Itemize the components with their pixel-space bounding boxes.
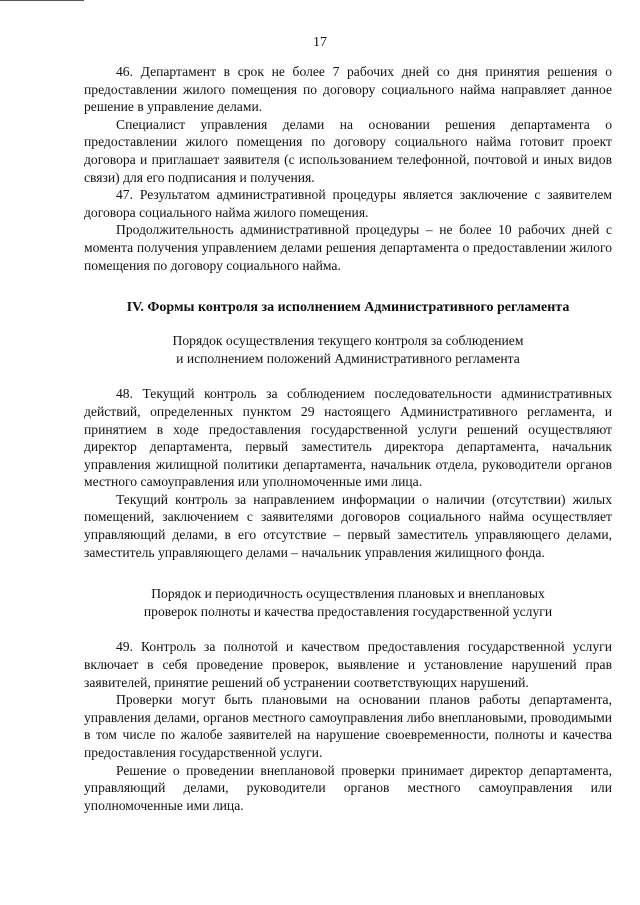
corner-scan-mark: [0, 0, 84, 1]
current-control-heading-line-2: и исполнением положений Административного регламента: [176, 350, 520, 366]
paragraph-46-specialist: Специалист управления делами на основании решения департамента о предоставлении жилого помещения по договору социального найма готовит проект договора и приглашает заявителя (с использованием телефонной, почтовой и иных видов связи) для его подписания и получения.: [84, 116, 612, 185]
paragraph-47: 47. Результатом административной процедуры является заключение с заявителем договора социального найма жилого помещения.: [84, 187, 612, 220]
section-iv-heading: IV. Формы контроля за исполнением Административного регламента: [126, 300, 570, 316]
document-body: [84, 63, 612, 814]
current-control-heading: [84, 332, 612, 367]
paragraph-48-current-control: Текущий контроль за направлением информации о наличии (отсутствии) жилых помещений, заключением с заявителями договоров социального найма осуществляет управляющий делами, в его отсутствие – первый заместитель управляющего делами, заместитель управляющего делами – начальник управления жилищного фонда.: [84, 491, 612, 560]
paragraph-49-decision: Решение о проведении внеплановой проверки принимает директор департамента, управляющий делами, руководители органов местного самоуправления или уполномоченные ими лица.: [84, 762, 612, 813]
paragraph-48: 48. Текущий контроль за соблюдением последовательности административных действий, определенных пунктом 29 настоящего Административного регламента, и принятием в ходе предоставления государственной услуги решений осуществляют директор департамента, первый заместитель директора департамента, начальник управления жилищной политики департамента, начальник отдела, руководители органов местного самоуправления или уполномоченные ими лица.: [84, 386, 612, 490]
page-number: 17: [313, 35, 327, 50]
periodicity-heading-line-2: проверок полноты и качества предоставления государственной услуги: [143, 603, 553, 619]
paragraph-47-duration: Продолжительность административной процедуры – не более 10 рабочих дней с момента получения управлением делами решения департамента о предоставлении жилого помещения по договору социального найма.: [84, 222, 612, 273]
paragraph-49-checks: Проверки могут быть плановыми на основании планов работы департамента, управления делами, органов местного самоуправления либо внеплановыми, проводимыми в том числе по жалобе заявителей на нарушение своевременности, полноты и качества предоставления государственной услуги.: [84, 692, 612, 760]
current-control-heading-line-1: Порядок осуществления текущего контроля за соблюдением: [172, 333, 524, 349]
periodicity-heading-line-1: Порядок и периодичность осуществления плановых и внеплановых: [151, 586, 545, 602]
paragraph-49: 49. Контроль за полнотой и качеством предоставления государственной услуги включает в себя проведение проверок, выявление и установление нарушений прав заявителей, принятие решений об устранении соответствующих нарушений.: [84, 639, 612, 690]
periodicity-heading: [84, 585, 612, 620]
paragraph-46: 46. Департамент в срок не более 7 рабочих дней со дня принятия решения о предоставлении жилого помещения по договору социального найма направляет данное решение в управление делами.: [84, 64, 612, 115]
